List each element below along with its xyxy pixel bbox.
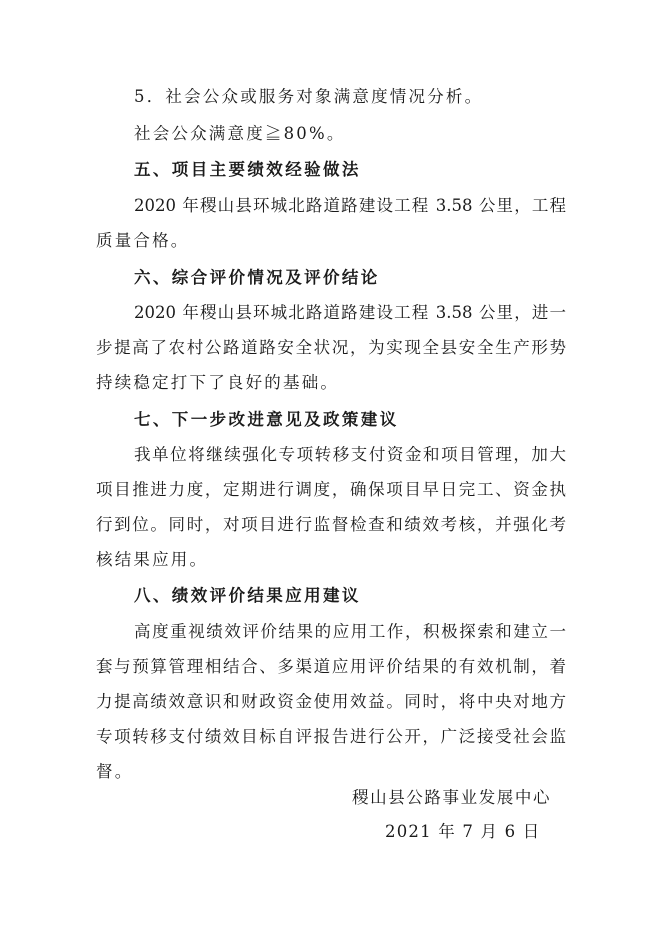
section-8-line-4: 专项转移支付绩效目标自评报告进行公开，广泛接受社会监	[96, 727, 566, 746]
section-5-line-2: 质量合格。	[96, 231, 190, 250]
signature-organization: 稷山县公路事业发展中心	[352, 788, 552, 807]
section-5-heading: 五、项目主要绩效经验做法	[134, 160, 361, 179]
section-5-line-1: 2020 年稷山县环城北路道路建设工程 3.58 公里，工程	[134, 196, 566, 215]
section-7-line-1: 我单位将继续强化专项转移支付资金和项目管理，加大	[134, 445, 566, 464]
section-7-line-3: 行到位。同时，对项目进行监督检查和绩效考核，并强化考	[96, 515, 566, 534]
item-5-heading: 5．社会公众或服务对象满意度情况分析。	[134, 87, 484, 106]
section-7-line-2: 项目推进力度，定期进行调度，确保项目早日完工、资金执	[96, 480, 566, 499]
item-5-body: 社会公众满意度≧80%。	[134, 124, 346, 143]
section-8-line-1: 高度重视绩效评价结果的应用工作，积极探索和建立一	[134, 622, 566, 641]
section-6-line-3: 持续稳定打下了良好的基础。	[96, 373, 340, 392]
section-7-heading: 七、下一步改进意见及政策建议	[134, 410, 399, 429]
section-8-heading: 八、绩效评价结果应用建议	[134, 586, 361, 605]
section-7-line-4: 核结果应用。	[96, 550, 209, 569]
signature-date: 2021 年 7 月 6 日	[385, 822, 541, 841]
section-6-heading: 六、综合评价情况及评价结论	[134, 268, 380, 287]
section-6-line-2: 步提高了农村公路道路安全状况，为实现全县安全生产形势	[96, 338, 566, 357]
section-8-line-5: 督。	[96, 762, 134, 781]
section-6-line-1: 2020 年稷山县环城北路道路建设工程 3.58 公里，进一	[134, 303, 566, 322]
section-8-line-3: 力提高绩效意识和财政资金使用效益。同时，将中央对地方	[96, 692, 566, 711]
section-8-line-2: 套与预算管理相结合、多渠道应用评价结果的有效机制，着	[96, 657, 566, 676]
